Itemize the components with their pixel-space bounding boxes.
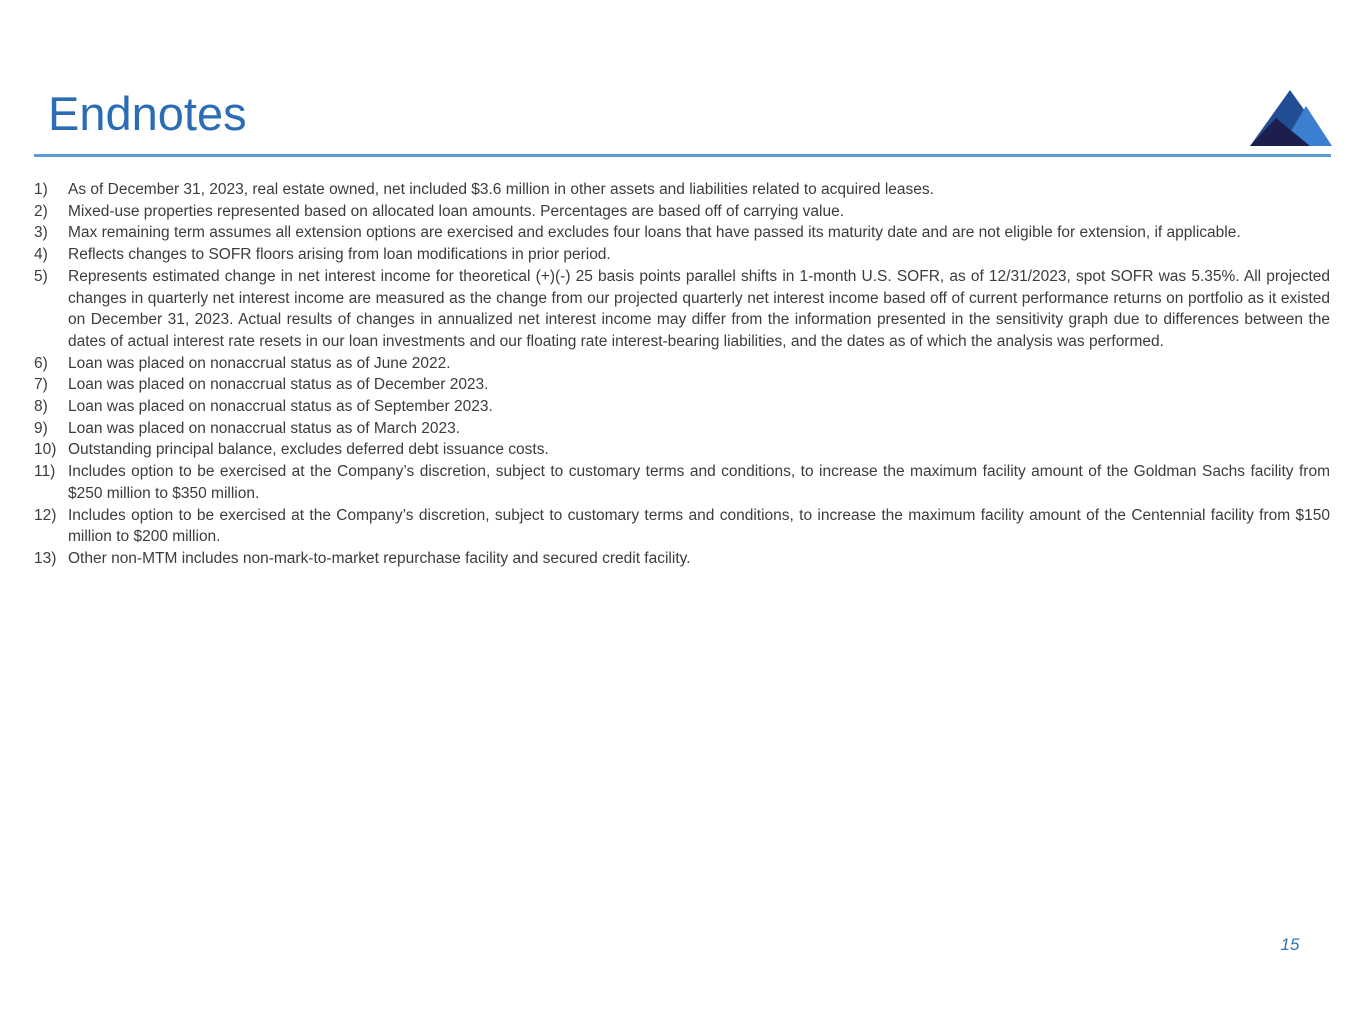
endnote-item bbox=[34, 353, 1330, 375]
endnote-number: 8) bbox=[34, 398, 48, 416]
endnote-text: Includes option to be exercised at the Company’s discretion, subject to customary terms and conditions, to increase the maximum facility amount of the Goldman Sachs facility from $250 million to $350 million. bbox=[68, 463, 1330, 502]
endnote-number: 13) bbox=[34, 549, 57, 567]
endnote-text: Outstanding principal balance, excludes deferred debt issuance costs. bbox=[68, 441, 549, 459]
endnote-item bbox=[34, 439, 1330, 461]
endnote-text: Max remaining term assumes all extension options are exercised and excludes four loans that have passed its maturity date and are not eligible for extension, if applicable. bbox=[68, 224, 1241, 242]
endnote-item bbox=[34, 179, 1330, 201]
endnote-number: 3) bbox=[34, 224, 48, 242]
endnote-item bbox=[34, 418, 1330, 440]
endnote-number: 6) bbox=[34, 354, 48, 372]
endnote-item bbox=[34, 266, 1330, 353]
endnote-number: 7) bbox=[34, 376, 48, 394]
endnote-number: 1) bbox=[34, 181, 48, 198]
page-title: Endnotes bbox=[48, 87, 247, 140]
endnote-text: Loan was placed on nonaccrual status as of June 2022. bbox=[68, 354, 451, 372]
endnote-item bbox=[34, 505, 1330, 548]
endnote-text: Other non-MTM includes non-mark-to-market repurchase facility and secured credit facility. bbox=[68, 549, 691, 567]
endnote-item bbox=[34, 461, 1330, 504]
endnote-item bbox=[34, 201, 1330, 223]
endnote-text: Loan was placed on nonaccrual status as of December 2023. bbox=[68, 376, 489, 394]
endnote-text: Represents estimated change in net interest income for theoretical (+)(-) 25 basis points parallel shifts in 1-month U.S. SOFR, as of 12/31/2023, spot SOFR was 5.35%. All projected changes in quarterly net interest income are measured as the change from our projected quarterly net interest income based off of current performance returns on portfolio as it existed on December 31, 2023. Actual results of changes in annualized net interest income may differ from the information presented in the sensitivity graph due to differences between the dates of actual interest rate resets in our loan investments and our floating rate interest-bearing liabilities, and the dates as of which the analysis was performed. bbox=[68, 267, 1330, 350]
endnote-number: 2) bbox=[34, 202, 48, 220]
endnote-number: 5) bbox=[34, 267, 48, 285]
endnote-number: 12) bbox=[34, 506, 57, 524]
endnote-item bbox=[34, 222, 1330, 244]
endnote-item bbox=[34, 244, 1330, 266]
endnote-text: Loan was placed on nonaccrual status as of September 2023. bbox=[68, 398, 493, 416]
endnote-item bbox=[34, 548, 1330, 570]
page-number: 15 bbox=[1280, 935, 1300, 954]
endnote-text: Includes option to be exercised at the Company’s discretion, subject to customary terms and conditions, to increase the maximum facility amount of the Centennial facility from $150 million to $200 million. bbox=[68, 506, 1330, 546]
endnote-item bbox=[34, 374, 1330, 396]
endnote-number: 4) bbox=[34, 246, 48, 264]
title-divider bbox=[34, 154, 1331, 157]
endnote-text: Mixed-use properties represented based on allocated loan amounts. Percentages are based off of carrying value. bbox=[68, 202, 845, 220]
endnote-number: 10) bbox=[34, 441, 57, 459]
mountain-logo-icon bbox=[1236, 88, 1332, 148]
endnote-item bbox=[34, 396, 1330, 418]
endnote-text: Reflects changes to SOFR floors arising from loan modifications in prior period. bbox=[68, 246, 611, 264]
endnotes-list bbox=[34, 179, 1330, 570]
endnote-number: 11) bbox=[34, 463, 56, 481]
endnote-text: As of December 31, 2023, real estate owned, net included $3.6 million in other assets and liabilities related to acquired leases. bbox=[68, 181, 934, 198]
endnote-text: Loan was placed on nonaccrual status as of March 2023. bbox=[68, 419, 461, 437]
endnote-number: 9) bbox=[34, 419, 48, 437]
